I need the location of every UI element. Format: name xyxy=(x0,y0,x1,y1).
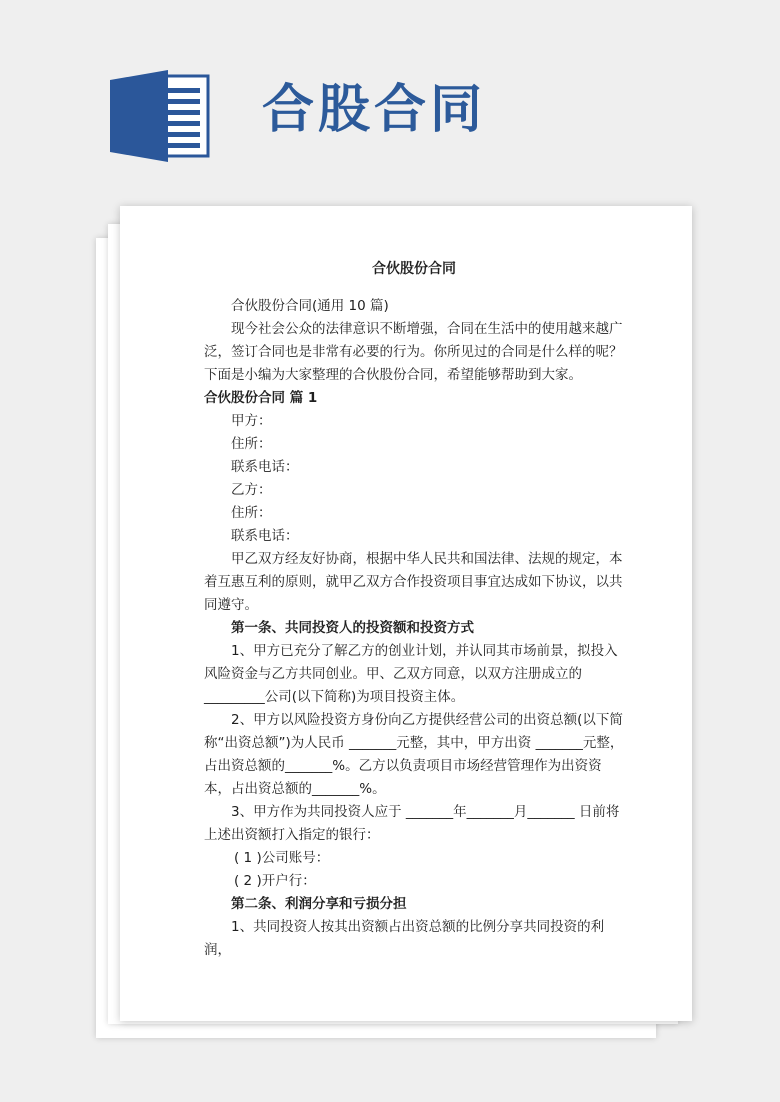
article1-heading: 第一条、共同投资人的投资额和投资方式 xyxy=(231,620,474,636)
document-body xyxy=(204,258,624,962)
party-b-phone-label: 联系电话： xyxy=(231,528,299,544)
party-a-address-label: 住所： xyxy=(231,436,272,452)
party-b-address-label: 住所： xyxy=(231,505,272,521)
intro-line: 合伙股份合同(通用 10 篇) xyxy=(231,298,389,314)
bank-name-label: ( 2 )开户行： xyxy=(234,873,316,889)
bank-account-label: ( 1 )公司账号： xyxy=(234,850,330,866)
party-a-label: 甲方： xyxy=(231,413,272,429)
party-b-label: 乙方： xyxy=(231,482,272,498)
article2-heading: 第二条、利润分享和亏损分担 xyxy=(231,896,407,912)
article2-clause1: 1、共同投资人按其出资额占出资总额的比例分享共同投资的利润， xyxy=(204,919,605,958)
article1-clause1: 1、甲方已充分了解乙方的创业计划，并认同其市场前景，拟投入风险资金与乙方共同创业。甲、乙双方同意，以双方注册成立的_________公司(以下简称)为项目投资主体。 xyxy=(204,643,618,705)
header-title: 合股合同 xyxy=(262,80,487,140)
word-icon xyxy=(110,70,210,162)
party-a-phone-label: 联系电话： xyxy=(231,459,299,475)
document-title: 合伙股份合同 xyxy=(372,261,456,277)
article1-clause3: 3、甲方作为共同投资人应于 _______年_______月_______ 日前将上述出资额打入指定的银行： xyxy=(204,804,620,843)
intro-paragraph: 现今社会公众的法律意识不断增强，合同在生活中的使用越来越广泛，签订合同也是非常有必要的行为。你所见过的合同是什么样的呢？下面是小编为大家整理的合伙股份合同，希望能够帮助到大家。 xyxy=(204,321,623,383)
preamble-paragraph: 甲乙双方经友好协商，根据中华人民共和国法律、法规的规定，本着互惠互利的原则，就甲乙双方合作投资项目事宜达成如下协议，以共同遵守。 xyxy=(204,551,623,613)
article1-clause2: 2、甲方以风险投资方身份向乙方提供经营公司的出资总额(以下简称“出资总额”)为人民币 _______元整，其中，甲方出资 _______元整，占出资总额的_______%。乙方以负责项目市场经营管理作为出资资本，占出资总额的_______%。 xyxy=(204,712,624,797)
section-heading: 合伙股份合同 篇 1 xyxy=(204,390,318,406)
